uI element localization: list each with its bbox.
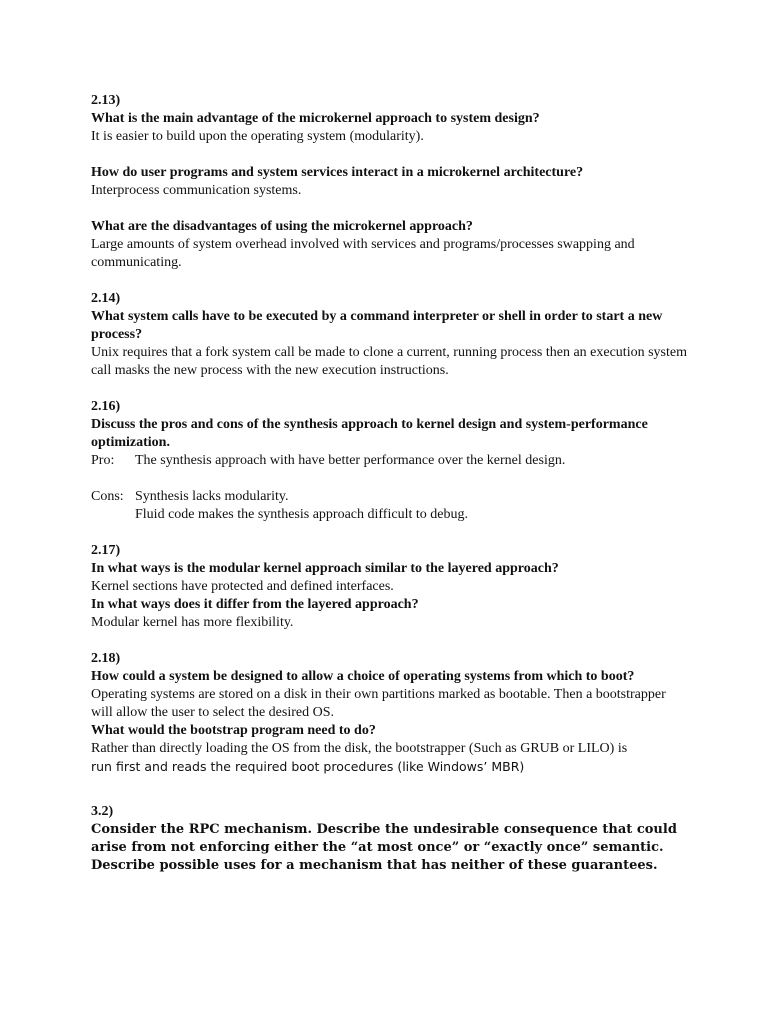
answer: Operating systems are stored on a disk in their own partitions marked as bootable. Then a bootstrapper will allow the user to select the desired OS.: [91, 687, 666, 720]
section-2-16: [91, 398, 691, 524]
section-number: 2.16): [91, 399, 121, 414]
section-2-14: [91, 290, 691, 380]
section-2-13: [91, 92, 691, 272]
answer: Unix requires that a fork system call be made to clone a current, running process then an execution system call masks the new process with the new execution instructions.: [91, 345, 687, 378]
section-2-17: [91, 542, 691, 632]
question: Consider the RPC mechanism. Describe the undesirable consequence that could arise from not enforcing either the “at most once” or “exactly once” semantic. Describe possible uses for a mechanism that has neither of these guarantees.: [91, 822, 677, 873]
cons-label: Cons:: [91, 489, 124, 504]
pro-text: The synthesis approach with have better performance over the kernel design.: [135, 453, 566, 468]
answer: Modular kernel has more flexibility.: [91, 615, 294, 630]
section-number: 3.2): [91, 804, 114, 819]
answer: Interprocess communication systems.: [91, 183, 302, 198]
cons-text: Synthesis lacks modularity.: [135, 489, 289, 504]
answer: Large amounts of system overhead involved with services and programs/processes swapping and communicating.: [91, 237, 635, 270]
cons-text: Fluid code makes the synthesis approach difficult to debug.: [135, 507, 468, 522]
answer: Kernel sections have protected and defined interfaces.: [91, 579, 394, 594]
answer-continued: run first and reads the required boot procedures (like Windows’ MBR): [91, 759, 525, 774]
section-number: 2.14): [91, 291, 121, 306]
section-number: 2.18): [91, 651, 121, 666]
question: In what ways does it differ from the layered approach?: [91, 597, 419, 612]
question: Discuss the pros and cons of the synthesis approach to kernel design and system-performance optimization.: [91, 417, 648, 450]
answer: Rather than directly loading the OS from the disk, the bootstrapper (Such as GRUB or LILO) is: [91, 741, 628, 756]
question: How could a system be designed to allow a choice of operating systems from which to boot?: [91, 669, 635, 684]
answer: It is easier to build upon the operating system (modularity).: [91, 129, 424, 144]
pro-row: [91, 452, 691, 470]
pro-label: Pro:: [91, 453, 115, 468]
question: How do user programs and system services interact in a microkernel architecture?: [91, 165, 584, 180]
section-3-2: [91, 803, 691, 875]
cons-row: [91, 506, 691, 524]
question: What system calls have to be executed by a command interpreter or shell in order to start a new process?: [91, 309, 663, 342]
section-number: 2.17): [91, 543, 121, 558]
section-2-18: [91, 650, 691, 776]
question: What are the disadvantages of using the microkernel approach?: [91, 219, 473, 234]
question: In what ways is the modular kernel approach similar to the layered approach?: [91, 561, 559, 576]
document-content: [91, 92, 691, 875]
question: What is the main advantage of the microkernel approach to system design?: [91, 111, 540, 126]
question: What would the bootstrap program need to do?: [91, 723, 376, 738]
cons-row: [91, 488, 691, 506]
section-number: 2.13): [91, 93, 121, 108]
